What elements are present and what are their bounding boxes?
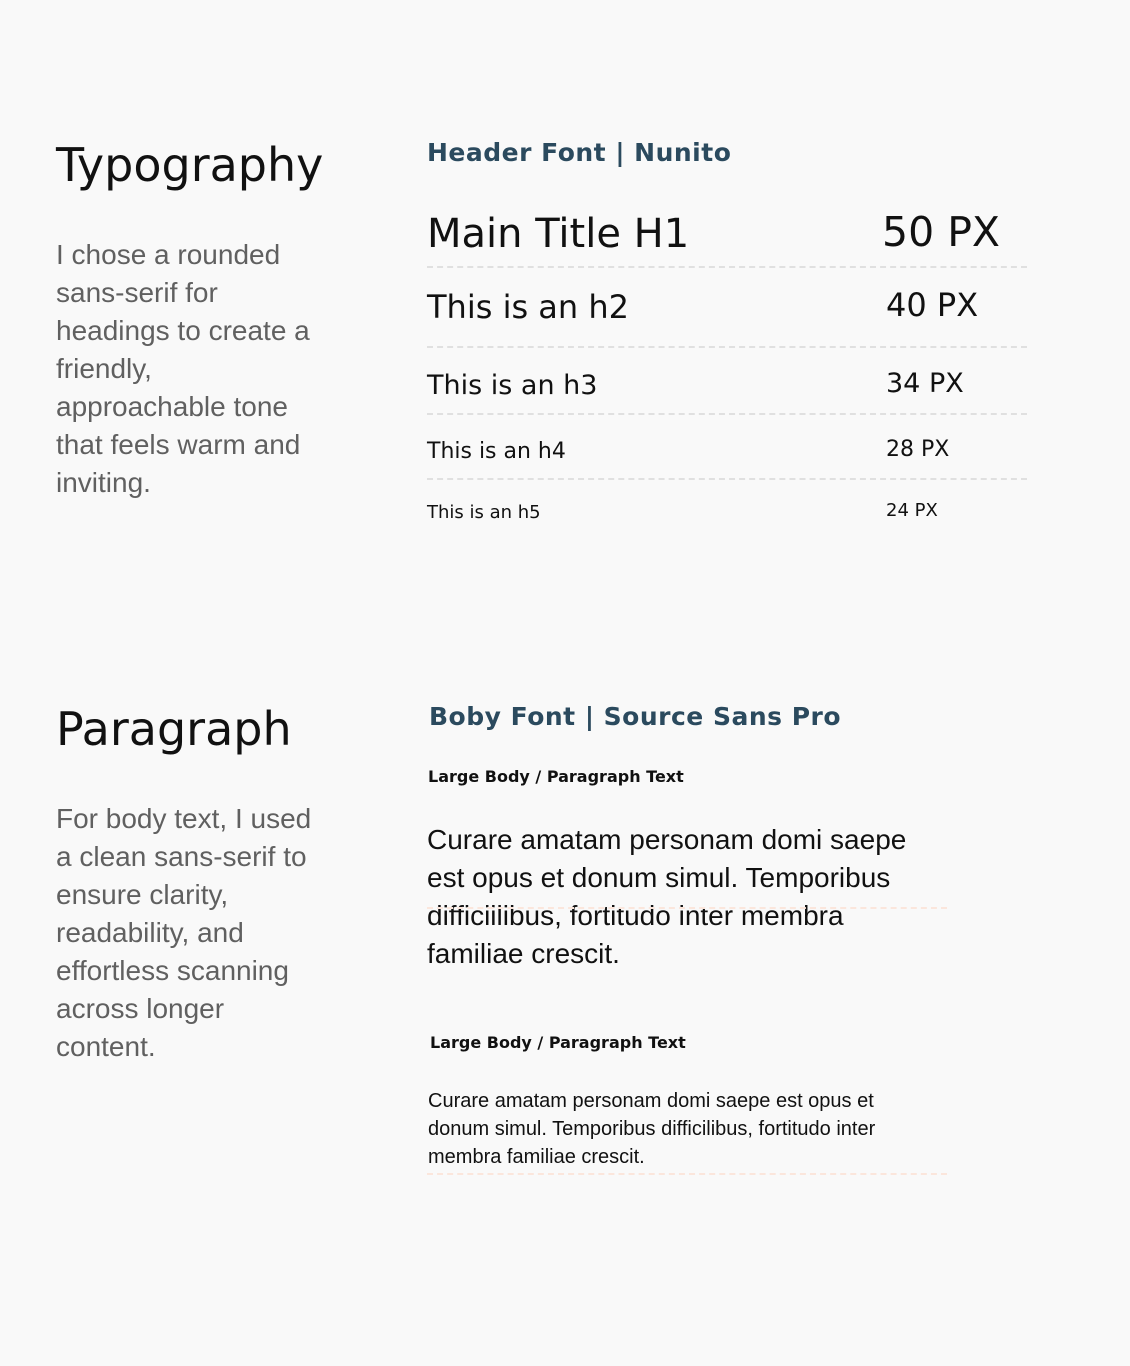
divider [427,266,1027,268]
large-body-label: Large Body / Paragraph Text [428,767,684,786]
type-size-h2: 40 PX [886,286,979,324]
type-sample-h1: Main Title H1 [427,211,690,257]
type-sample-h3: This is an h3 [427,370,598,401]
type-size-h5: 24 PX [886,500,938,521]
paragraph-description: For body text, I used a clean sans-serif to ensure clarity, readability, and effortless scanning across longer content. [56,803,312,1062]
type-size-h1: 50 PX [882,208,1001,256]
large-body-sample: Curare amatam personam domi saepe est opus et donum simul. Temporibus difficiilibus, fortitudo inter membra familiae crescit. [427,824,907,969]
paragraph-title: Paragraph [56,702,292,756]
divider [427,1173,947,1175]
divider [427,346,1027,348]
type-sample-h2: This is an h2 [427,288,629,326]
type-size-h3: 34 PX [886,368,964,399]
divider [427,907,947,909]
divider [427,413,1027,415]
typography-title: Typography [56,138,324,192]
body-font-label: Boby Font | Source Sans Pro [429,702,842,731]
divider [427,478,1027,480]
type-sample-h5: This is an h5 [427,502,541,523]
type-sample-h4: This is an h4 [427,439,566,464]
type-size-h4: 28 PX [886,437,950,462]
small-body-label: Large Body / Paragraph Text [430,1033,686,1052]
header-font-label: Header Font | Nunito [427,138,732,167]
small-body-sample: Curare amatam personam domi saepe est opus et donum simul. Temporibus difficilibus, fortitudo inter membra familiae crescit. [428,1090,876,1168]
typography-description: I chose a rounded sans-serif for headings to create a friendly, approachable tone that feels warm and inviting. [56,239,310,498]
